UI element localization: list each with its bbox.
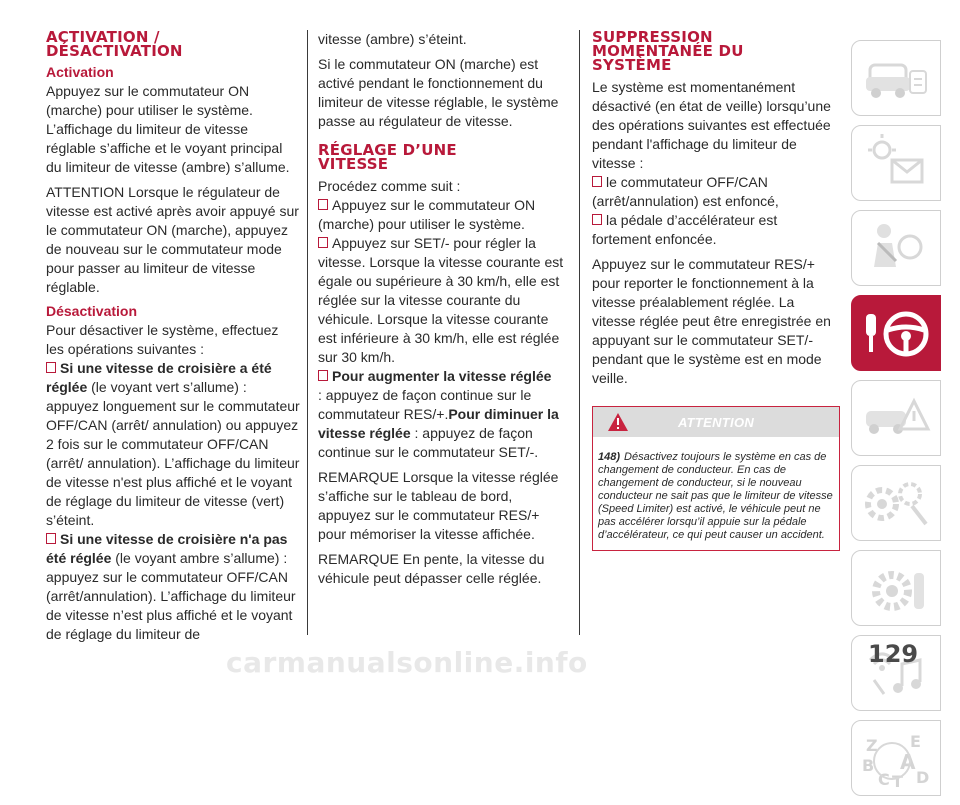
- paragraph-intro: Le système est momentanément désactivé (en état de veille) lorsqu’une des opérations suivantes est effectuée pendant l'affichage du limiteur de vitesse :: [592, 79, 831, 171]
- bullet-icon: [318, 370, 328, 381]
- svg-text:Z: Z: [866, 736, 878, 755]
- heading-line: MOMENTANÉE DU: [592, 42, 744, 60]
- index-icon: [852, 721, 940, 795]
- list-item-bold: Si une vitesse de croisière a été réglée: [46, 360, 272, 395]
- warning-body: [593, 437, 839, 550]
- svg-text:E: E: [910, 732, 921, 751]
- bullet-icon: [318, 237, 328, 248]
- warning-header: [593, 407, 839, 437]
- list-item-bold: Pour augmenter la vitesse réglée: [332, 368, 552, 384]
- tab-safety[interactable]: [851, 210, 941, 286]
- list-item-bold: Si une vitesse de croisière n'a pas été réglée: [46, 531, 288, 566]
- list-item-text: : appuyez de façon continue sur le commutateur SET/-.: [318, 425, 539, 460]
- list-item-text: : appuyez de façon continue sur le commutateur RES/+.: [318, 387, 532, 422]
- safety-icon: [852, 211, 940, 285]
- column-divider-right: [579, 30, 580, 635]
- paragraph-attention: ATTENTION Lorsque le régulateur de vitesse est activé après avoir appuyé sur le commutateur ON (marche), appuyez de nouveau sur le commutateur mode pour passer au limiteur de vitesse réglable.: [46, 184, 299, 295]
- chapter-tabs: [851, 40, 941, 805]
- tab-starting-driving[interactable]: [851, 295, 941, 371]
- bullet-icon: [318, 199, 328, 210]
- tab-car-info[interactable]: [851, 40, 941, 116]
- svg-text:A: A: [900, 750, 916, 774]
- warning-text: Désactivez toujours le système en cas de changement de conducteur. En cas de changement de conducteur, si le nouveau conducteur ne sait pas que le limiteur de vitesse (Speed Limiter) est activé, le véhicule peut ne pas accélérer lorsqu’il appuie sur la pédale d’accélérateur, ce qui peut causer un accident.: [598, 451, 833, 541]
- paragraph-remark-2: REMARQUE En pente, la vitesse du véhicule peut dépasser celle réglée.: [318, 551, 545, 586]
- list-item-text: Appuyez sur SET/- pour régler la vitesse. Lorsque la vitesse courante est égale ou supérieure à 30 km/h, elle est réglée sur la vitesse courante du véhicule. Lorsque la vitesse courante est inférieure à 30 km/h, elle est réglée sur 30 km/h.: [318, 235, 564, 365]
- page-number: 129: [868, 640, 919, 668]
- tab-index[interactable]: [851, 720, 941, 796]
- list-item: [592, 211, 840, 249]
- tab-emergency[interactable]: [851, 380, 941, 456]
- list-item: [318, 196, 568, 234]
- list-item: [46, 530, 300, 644]
- paragraph-remark-1: REMARQUE Lorsque la vitesse réglée s’affiche sur le tableau de bord, appuyez sur le commutateur RES/+ pour mémoriser la vitesse affichée.: [318, 469, 559, 542]
- paragraph-intro: Procédez comme suit :: [318, 178, 461, 194]
- list-item-text: le commutateur OFF/CAN (arrêt/annulation) est enfoncé,: [592, 174, 779, 209]
- tab-technical-data[interactable]: [851, 550, 941, 626]
- maintenance-icon: [852, 466, 940, 540]
- warning-number: 148): [598, 451, 621, 463]
- paragraph-activation: Appuyez sur le commutateur ON (marche) pour utiliser le système. L’affichage du limiteur de vitesse réglable s’affiche et le voyant principal du limiteur de vitesse (ambre) s’allume.: [46, 83, 290, 175]
- heading-line: RÉGLAGE D’UNE: [318, 141, 457, 159]
- section-heading-setting-speed: [318, 143, 568, 171]
- heading-line: VITESSE: [318, 155, 389, 173]
- section-heading-suppression: [592, 30, 840, 72]
- heading-line: SUPPRESSION: [592, 28, 713, 46]
- svg-text:B: B: [862, 756, 875, 775]
- heading-line: ACTIVATION /: [46, 28, 160, 46]
- list-item: [318, 234, 568, 367]
- list-item: [46, 359, 300, 530]
- bullet-icon: [46, 362, 56, 373]
- warning-title: ATTENTION: [677, 415, 755, 430]
- list-item-text: (le voyant vert s’allume) : appuyez longuement sur le commutateur OFF/CAN (arrêt/ annulation) ou appuyez 2 fois sur le commutateur OFF/CAN (arrêt/ annulation). L’affichage du limiteur de vitesse n'est plus affiché et le voyant de réglage du limiteur de vitesse (vert) s’éteint.: [46, 379, 300, 528]
- subheading-activation: Activation: [46, 64, 114, 80]
- svg-text:C: C: [878, 770, 890, 789]
- list-item: [592, 173, 840, 211]
- column-divider-left: [307, 30, 308, 635]
- paragraph-deactivation: Pour désactiver le système, effectuez les opérations suivantes :: [46, 322, 279, 357]
- steering-wheel-key-icon: [852, 296, 940, 370]
- subheading-deactivation: Désactivation: [46, 303, 138, 319]
- list-item-text: la pédale d’accélérateur est fortement enfoncée.: [592, 212, 778, 247]
- bullet-icon: [592, 214, 602, 225]
- tab-warning-lights[interactable]: [851, 125, 941, 201]
- list-item-text: (le voyant ambre s’allume) : appuyez sur le commutateur OFF/CAN (arrêt/annulation). L’affichage du limiteur de vitesse n’est plus affiché et le voyant de réglage du limiteur de: [46, 550, 296, 642]
- svg-text:D: D: [916, 768, 930, 787]
- emergency-icon: [852, 381, 940, 455]
- column-3: [592, 30, 840, 551]
- heading-line: SYSTÈME: [592, 56, 672, 74]
- bullet-icon: [592, 176, 602, 187]
- tab-maintenance[interactable]: [851, 465, 941, 541]
- list-item-bold: Pour diminuer la vitesse réglée: [318, 406, 559, 441]
- technical-data-icon: [852, 551, 940, 625]
- list-item-text: Appuyez sur le commutateur ON (marche) pour utiliser le système.: [318, 197, 536, 232]
- warning-lights-icon: [852, 126, 940, 200]
- watermark: carmanualsonline.info: [226, 646, 588, 679]
- column-2: [318, 30, 568, 594]
- list-item: [318, 367, 568, 462]
- section-heading-activation: [46, 30, 300, 58]
- car-info-icon: [852, 41, 940, 115]
- paragraph-res: Appuyez sur le commutateur RES/+ pour reporter le fonctionnement à la vitesse préalablement réglée. La vitesse réglée peut être enregistrée en appuyant sur le commutateur SET/- pendant que le système est en mode veille.: [592, 256, 831, 386]
- paragraph-on-switch: Si le commutateur ON (marche) est activé pendant le fonctionnement du limiteur de vitesse réglable, le système passe au régulateur de vitesse.: [318, 56, 559, 129]
- bullet-icon: [46, 533, 56, 544]
- column-1: [46, 30, 300, 644]
- svg-text:T: T: [892, 772, 903, 791]
- heading-line: DÉSACTIVATION: [46, 42, 183, 60]
- paragraph-continued: vitesse (ambre) s’éteint.: [318, 31, 467, 47]
- warning-box: [592, 406, 840, 551]
